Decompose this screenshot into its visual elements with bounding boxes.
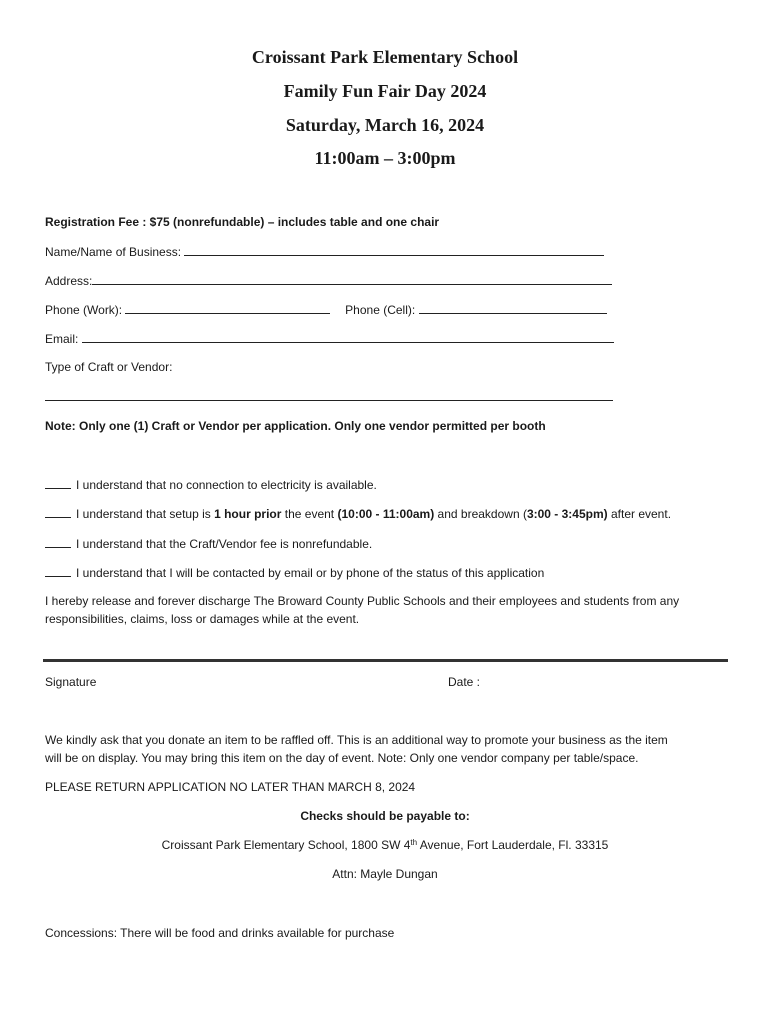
phone-work-label: Phone (Work): <box>45 303 123 317</box>
signature-label: Signature <box>45 675 97 689</box>
ack-setup-time: (10:00 - 11:00am) <box>337 507 435 521</box>
checks-payable: Checks should be payable to: <box>300 809 470 823</box>
school-name: Croissant Park Elementary School <box>251 47 519 67</box>
raffle-line-1: We kindly ask that you donate an item to be raffled off. This is an additional way to promote your business as the item <box>45 733 668 747</box>
return-deadline: PLEASE RETURN APPLICATION NO LATER THAN MARCH 8, 2024 <box>45 780 416 794</box>
ack-nonrefundable-text: I understand that the Craft/Vendor fee is nonrefundable. <box>76 537 373 551</box>
ack-nonrefundable <box>45 536 372 552</box>
event-date: Saturday, March 16, 2024 <box>285 115 485 135</box>
note-text: Note: Only one (1) Craft or Vendor per application. Only one vendor permitted per booth <box>45 419 546 433</box>
name-field[interactable] <box>184 244 604 256</box>
payee-address-text-2: Avenue, Fort Lauderdale, Fl. 33315 <box>417 838 609 852</box>
phone-cell-field[interactable] <box>419 302 607 314</box>
ack-electricity-blank[interactable] <box>45 477 71 489</box>
phone-cell-label: Phone (Cell): <box>345 303 416 317</box>
concessions-note: Concessions: There will be food and drinks available for purchase <box>45 926 395 940</box>
ack-setup-blank[interactable] <box>45 506 71 518</box>
event-title: Family Fun Fair Day 2024 <box>283 81 487 101</box>
signature-divider <box>43 659 728 662</box>
ack-nonrefundable-blank[interactable] <box>45 536 71 548</box>
attention-line: Attn: Mayle Dungan <box>332 867 438 881</box>
ack-setup-text-2: the event <box>281 507 338 521</box>
payee-address <box>0 838 770 853</box>
ack-breakdown-time: 3:00 - 3:45pm) <box>526 507 608 521</box>
email-label: Email: <box>45 332 79 346</box>
address-label: Address: <box>45 274 93 288</box>
name-label: Name/Name of Business: <box>45 245 182 259</box>
type-label: Type of Craft or Vendor: <box>45 360 173 374</box>
raffle-line-2: will be on display. You may bring this item on the day of event. Note: Only one vendor company per table/space. <box>45 751 639 765</box>
release-line-1: I hereby release and forever discharge The Broward County Public Schools and their employees and students from any <box>45 594 680 608</box>
email-field[interactable] <box>82 331 614 343</box>
ack-contact-blank[interactable] <box>45 565 71 577</box>
payee-address-sup: th <box>410 838 418 847</box>
ack-setup-text: I understand that setup is <box>76 507 215 521</box>
ack-setup-text-4: after event. <box>607 507 672 521</box>
ack-contact-text: I understand that I will be contacted by email or by phone of the status of this application <box>76 566 545 580</box>
ack-setup-text-3: and breakdown ( <box>434 507 527 521</box>
ack-setup-duration: 1 hour prior <box>214 507 282 521</box>
ack-setup <box>45 506 671 522</box>
ack-electricity-text: I understand that no connection to electricity is available. <box>76 478 377 492</box>
type-row <box>45 389 613 405</box>
release-line-2: responsibilities, claims, loss or damages while at the event. <box>45 612 360 626</box>
name-row <box>45 244 604 260</box>
date-label: Date : <box>448 675 481 689</box>
ack-electricity <box>45 477 377 493</box>
address-row <box>45 273 612 289</box>
email-row <box>45 331 614 347</box>
phone-row <box>45 302 607 318</box>
payee-address-text: Croissant Park Elementary School, 1800 SW 4 <box>161 838 411 852</box>
event-time: 11:00am – 3:00pm <box>314 148 456 168</box>
type-field[interactable] <box>45 389 613 401</box>
phone-work-field[interactable] <box>125 302 330 314</box>
address-field[interactable] <box>92 273 612 285</box>
ack-contact <box>45 565 544 581</box>
registration-fee: Registration Fee : $75 (nonrefundable) – includes table and one chair <box>45 215 440 229</box>
